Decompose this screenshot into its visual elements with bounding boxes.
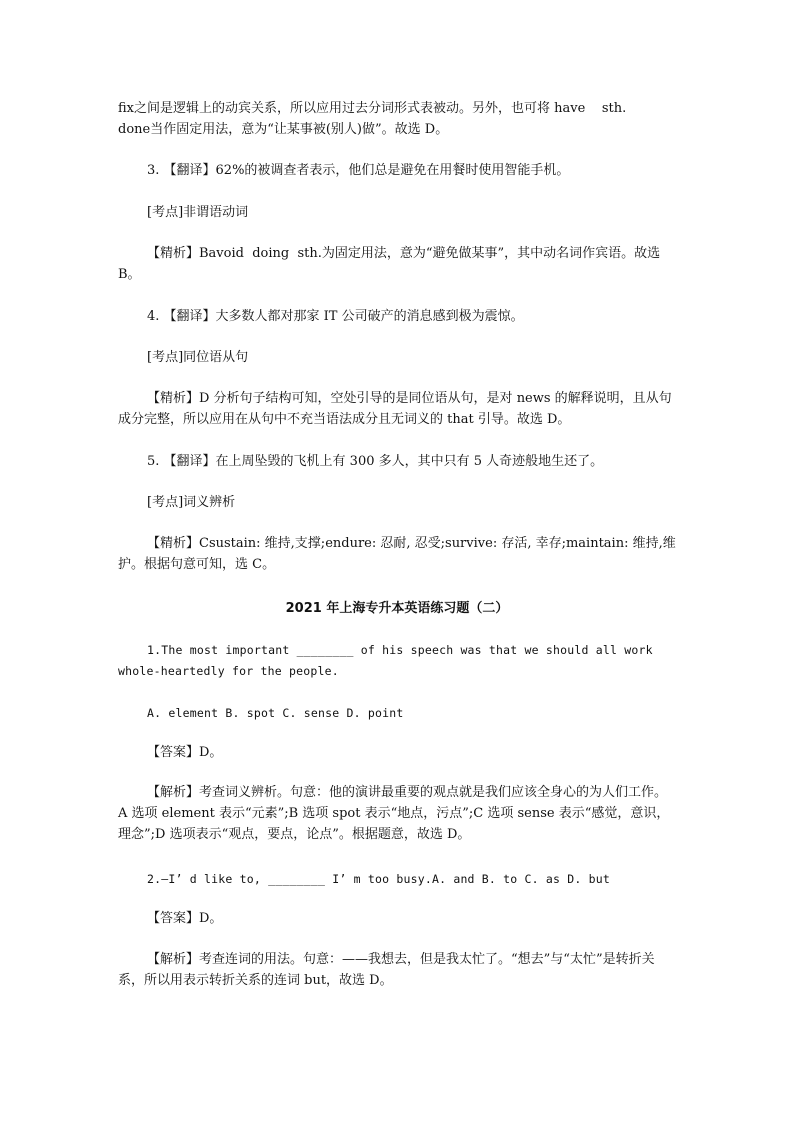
e2-answer: 【答案】D。 <box>147 911 223 926</box>
q4-analysis: 【精析】D 分析句子结构可知，空处引导的是同位语从句，是对 news 的解释说明，且从句成分完整，所以应用在从句中不充当语法成分且无词义的 that 引导。故选 D。 <box>118 391 672 427</box>
q5-point: [考点]词义辨析 <box>147 495 236 510</box>
e1-analysis: 【解析】考查词义辨析。句意：他的演讲最重要的观点就是我们应该全身心的为人们工作。A 选项 element 表示“元素”;B 选项 spot 表示“地点，污点”;C 选项 sense 表示“感觉，意识，理念”;D 选项表示“观点，要点，论点”。根据题意，故选 D。 <box>118 785 670 842</box>
q3-analysis: 【精析】Bavoid doing sth.为固定用法，意为“避免做某事”，其中动名词作宾语。故选 B。 <box>118 246 665 282</box>
prev-analysis-line-1: fix之间是逻辑上的动宾关系，所以应用过去分词形式表被动。另外，也可将 have sth. <box>118 101 627 116</box>
e2-analysis: 【解析】考查连词的用法。句意：——我想去，但是我太忙了。“想去”与“太忙”是转折关系，所以用表示转折关系的连词 but，故选 D。 <box>118 952 655 988</box>
section-title: 2021 年上海专升本英语练习题（二） <box>285 601 509 616</box>
e1-question-line-2: whole-heartedly for the people. <box>118 664 339 678</box>
q3-translation: 3. 【翻译】62%的被调查者表示，他们总是避免在用餐时使用智能手机。 <box>147 163 570 178</box>
q4-point: [考点]同位语从句 <box>147 350 249 365</box>
e1-question-line-1: 1.The most important ________ of his speech was that we should all work <box>147 643 653 657</box>
q5-analysis: 【精析】Csustain: 维持,支撑;endure: 忍耐, 忍受;survive: 存活, 幸存;maintain: 维持,维护。根据句意可知，选 C。 <box>118 536 676 572</box>
e2-question: 2.—I’ d like to, ________ I’ m too busy.A. and B. to C. as D. but <box>147 872 611 886</box>
q3-point: [考点]非谓语动词 <box>147 205 249 220</box>
prev-analysis-line-2: done当作固定用法，意为“让某事被(别人)做”。故选 D。 <box>118 122 449 137</box>
e1-options: A. element B. spot C. sense D. point <box>147 706 404 720</box>
q5-translation: 5. 【翻译】在上周坠毁的飞机上有 300 多人，其中只有 5 人奇迹般地生还了。 <box>147 454 604 469</box>
e1-answer: 【答案】D。 <box>147 745 223 760</box>
q4-translation: 4. 【翻译】大多数人都对那家 IT 公司破产的消息感到极为震惊。 <box>147 309 524 324</box>
